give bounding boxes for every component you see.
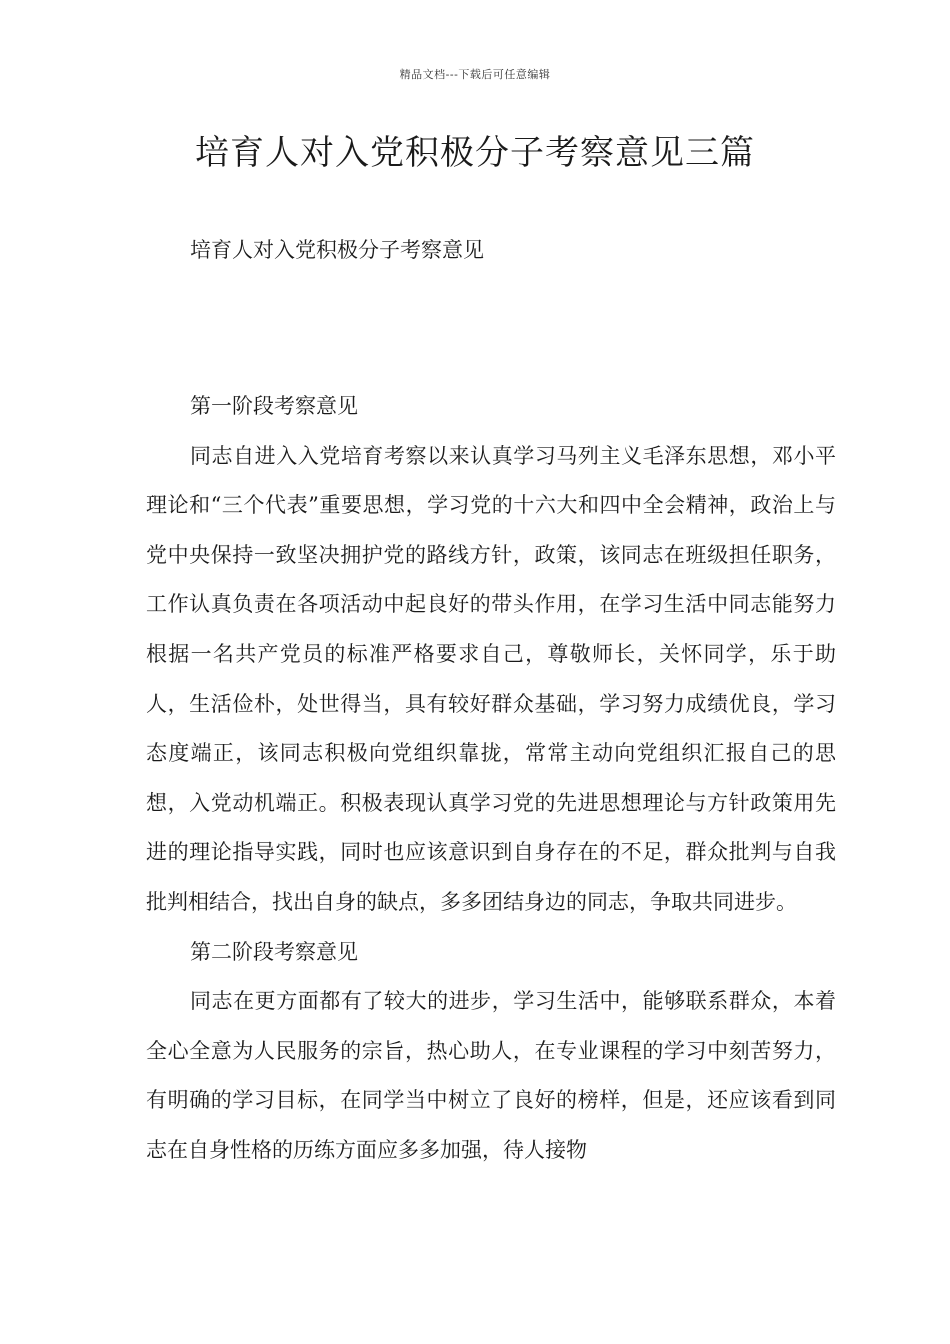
section-paragraph-stage-1: 同志自进入入党培育考察以来认真学习马列主义毛泽东思想，邓小平理论和“三个代表”重要思想，学习党的十六大和四中全会精神，政治上与党中央保持一致坚决拥护党的路线方针，政策，该同志在班级担任职务，工作认真负责在各项活动中起良好的带头作用，在学习生活中同志能努力根据一名共产党员的标准严格要求自己，尊敬师长，关怀同学，乐于助人，生活俭朴，处世得当，具有较好群众基础，学习努力成绩优良，学习态度端正，该同志积极向党组织靠拢，常常主动向党组织汇报自己的思想，入党动机端正。积极表现认真学习党的先进思想理论与方针政策用先进的理论指导实践，同时也应该意识到自身存在的不足，群众批判与自我批判相结合，找出自身的缺点，多多团结身边的同志，争取共同进步。 — [146, 443, 836, 914]
section-heading-stage-1: 第一阶段考察意见 — [190, 394, 358, 418]
section-paragraph-stage-2: 同志在更方面都有了较大的进步，学习生活中，能够联系群众，本着全心全意为人民服务的宗旨，热心助人，在专业课程的学习中刻苦努力，有明确的学习目标，在同学当中树立了良好的榜样，但是，还应该看到同志在自身性格的历练方面应多多加强，待人接物 — [146, 989, 836, 1162]
header-note: 精品文档---下载后可任意编辑 — [399, 68, 551, 81]
document-subtitle: 培育人对入党积极分子考察意见 — [190, 238, 484, 262]
document-title: 培育人对入党积极分子考察意见三篇 — [195, 133, 755, 173]
document-body — [146, 382, 836, 1176]
section-heading-stage-2: 第二阶段考察意见 — [190, 939, 358, 964]
